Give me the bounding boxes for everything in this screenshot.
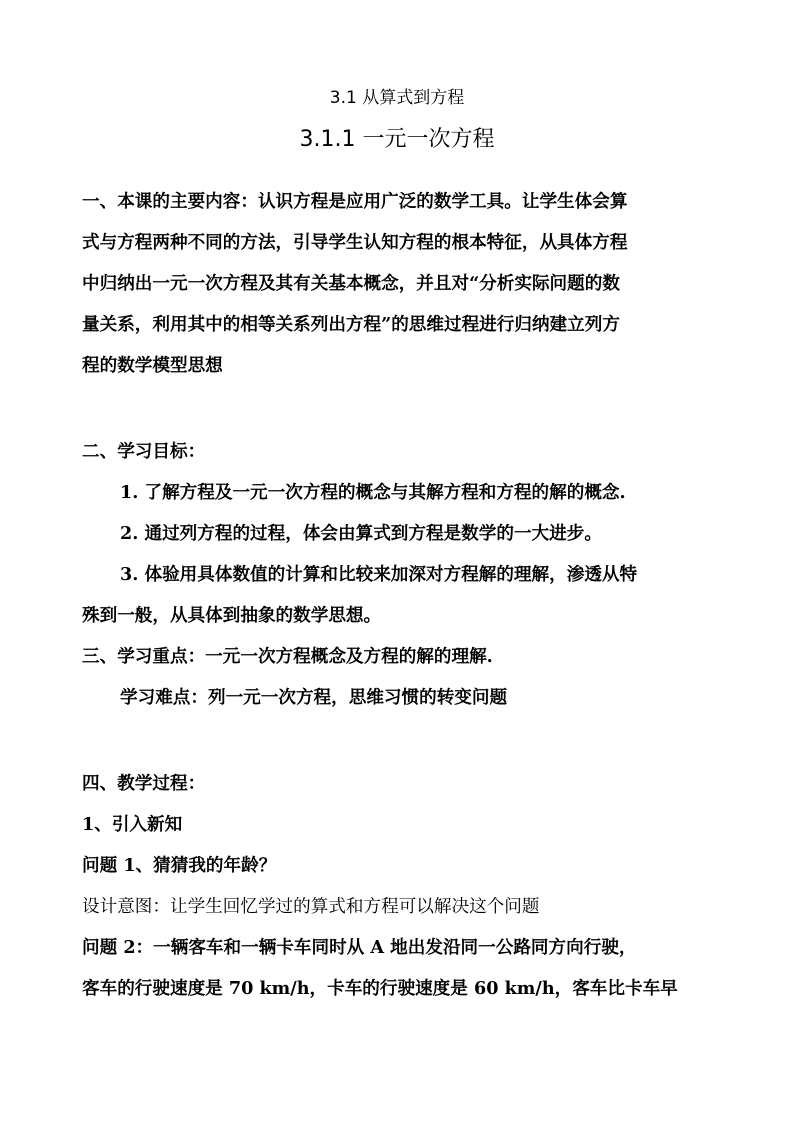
key-point: 三、学习重点：一元一次方程概念及方程的解的理解.: [82, 646, 493, 667]
step1-heading: 1、引入新知: [82, 814, 183, 835]
main-content-line: 式与方程两种不同的方法，引导学生认知方程的根本特征，从具体方程: [82, 232, 628, 253]
problem-2-line: 问题 2：一辆客车和一辆卡车同时从 A 地出发沿同一公路同方向行驶，: [82, 937, 637, 958]
problem-2-line: 客车的行驶速度是 70 km/h，卡车的行驶速度是 60 km/h，客车比卡车早: [82, 978, 678, 999]
objective-item-continued: 殊到一般，从具体到抽象的数学思想。: [82, 605, 382, 626]
main-content-line: 一、本课的主要内容：认识方程是应用广泛的数学工具。让学生体会算: [82, 191, 628, 212]
objectives-heading: 二、学习目标：: [82, 441, 206, 462]
objective-item: 1. 了解方程及一元一次方程的概念与其解方程和方程的解的概念.: [120, 482, 626, 503]
objective-item: 3. 体验用具体数值的计算和比较来加深对方程解的理解，渗透从特: [120, 564, 638, 585]
main-content-line: 中归纳出一元一次方程及其有关基本概念，并且对“分析实际问题的数: [82, 273, 620, 294]
process-heading: 四、教学过程：: [82, 773, 206, 794]
objective-item: 2. 通过列方程的过程，体会由算式到方程是数学的一大进步。: [120, 523, 602, 544]
difficulty: 学习难点：列一元一次方程，思维习惯的转变问题: [120, 687, 508, 708]
main-content-line: 量关系，利用其中的相等关系列出方程”的思维过程进行归纳建立列方: [82, 314, 620, 335]
design-intent: 设计意图：让学生回忆学过的算式和方程可以解决这个问题: [82, 897, 540, 917]
main-content-line: 程的数学模型思想: [82, 355, 223, 376]
section-title: 3.1 从算式到方程: [329, 88, 465, 108]
lesson-title: 3.1.1 一元一次方程: [299, 127, 495, 152]
problem-1: 问题 1、猜猜我的年龄？: [82, 855, 277, 876]
